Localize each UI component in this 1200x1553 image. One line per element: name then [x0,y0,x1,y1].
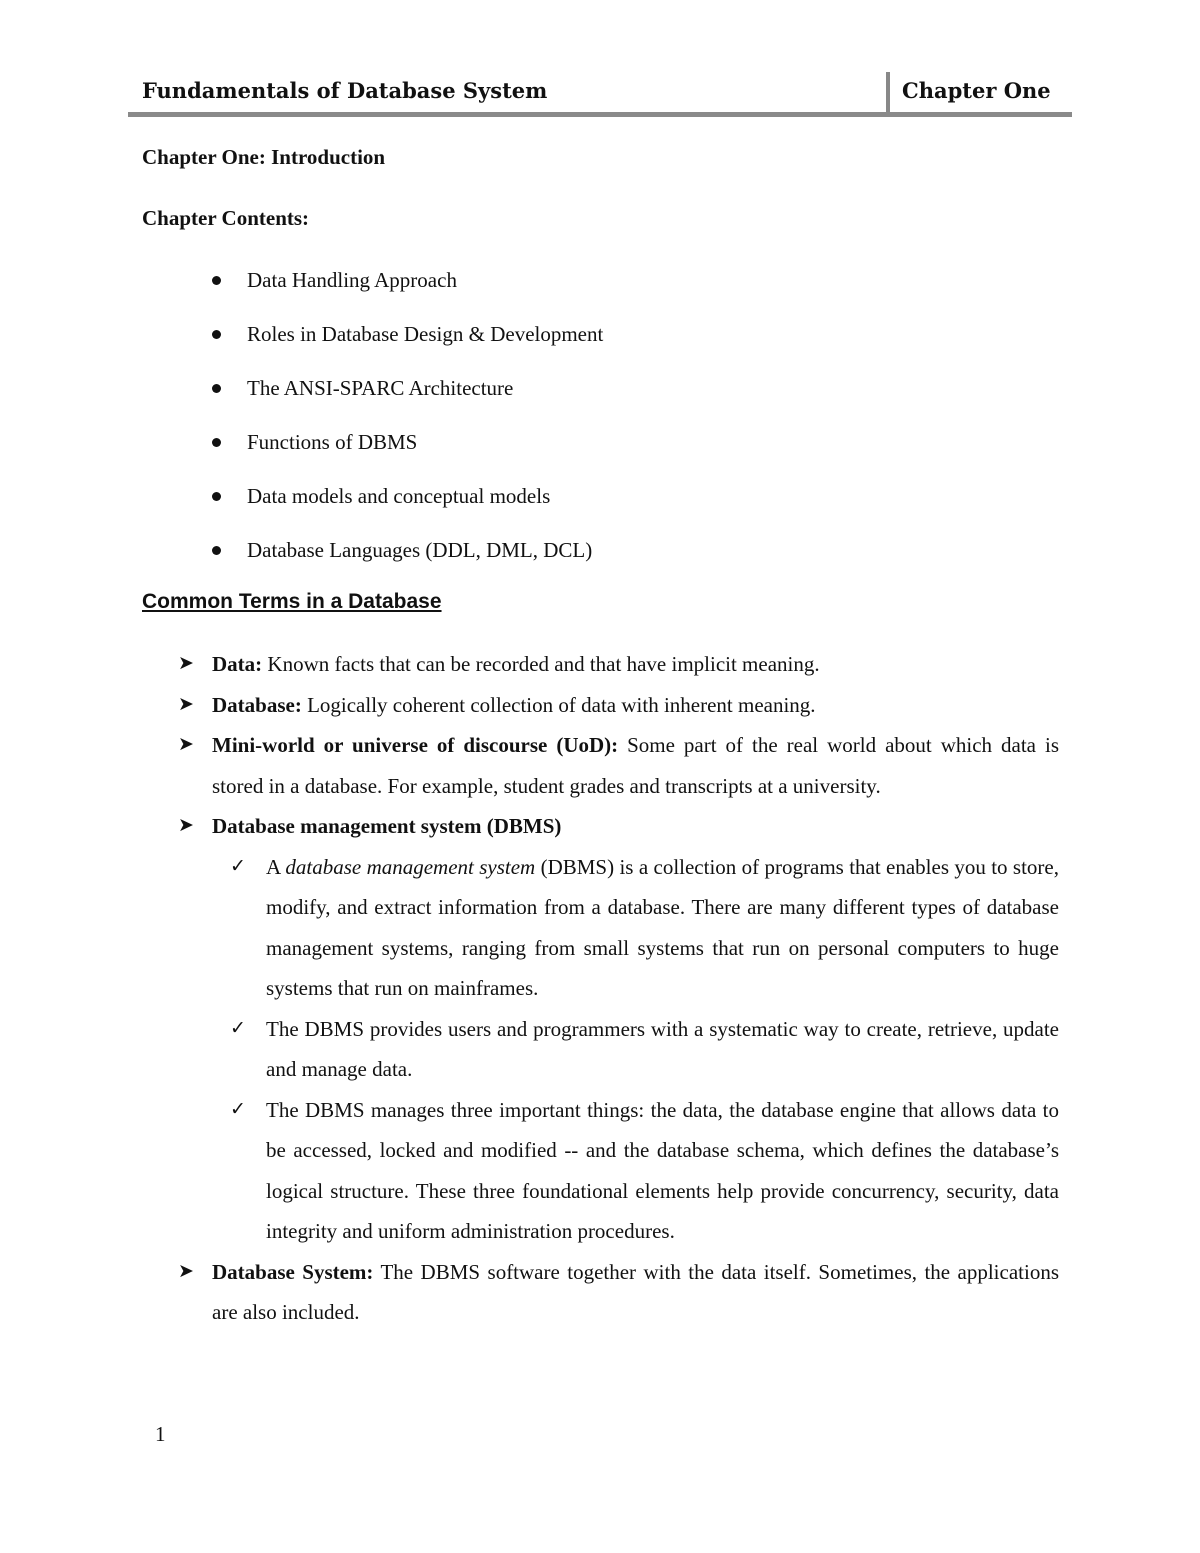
page-number: 1 [155,1422,166,1446]
header-rule [128,112,1072,117]
bullet-icon [212,546,221,555]
arrow-bullet-icon: ➤ [178,815,194,836]
list-item: Data Handling Approach [212,266,603,320]
term-database-system: ➤ Database System: The DBMS software together with the data itself. Sometimes, the applications are also included. [178,1252,1059,1333]
list-item: The ANSI-SPARC Architecture [212,374,603,428]
chapter-label: Chapter One [902,78,1051,103]
dbms-point: ✓ The DBMS provides users and programmers with a systematic way to create, retrieve, update and manage data. [178,1009,1059,1090]
arrow-bullet-icon: ➤ [178,734,194,755]
term-data: ➤ Data: Known facts that can be recorded and that have implicit meaning. [178,644,1059,685]
dbms-point: ✓ A database management system (DBMS) is a collection of programs that enables you to store, modify, and extract information from a database. There are many different types of database management systems, ranging from small systems that run on personal computers to huge systems that run on mainframes. [178,847,1059,1009]
list-item: Roles in Database Design & Development [212,320,603,374]
checkmark-icon: ✓ [230,855,246,877]
term-database: ➤ Database: Logically coherent collection of data with inherent meaning. [178,685,1059,726]
arrow-bullet-icon: ➤ [178,1260,194,1282]
contents-heading: Chapter Contents: [142,206,310,230]
bullet-icon [212,276,221,285]
section-title: Common Terms in a Database [142,590,442,613]
contents-list [212,266,603,590]
terms-list [178,644,1059,1333]
bullet-icon [212,438,221,447]
list-item: Database Languages (DDL, DML, DCL) [212,536,603,590]
header-divider [886,72,890,116]
arrow-bullet-icon: ➤ [178,693,194,715]
term-dbms: ➤ Database management system (DBMS) [178,806,1059,847]
term-miniworld: ➤ Mini-world or universe of discourse (UoD): Some part of the real world about which data is stored in a database. For example, student grades and transcripts at a university. [178,725,1059,806]
page-header [128,72,1072,118]
bullet-icon [212,330,221,339]
list-item: Functions of DBMS [212,428,603,482]
bullet-icon [212,384,221,393]
checkmark-icon: ✓ [230,1017,246,1039]
arrow-bullet-icon: ➤ [178,653,194,674]
checkmark-icon: ✓ [230,1098,246,1120]
dbms-point: ✓ The DBMS manages three important things: the data, the database engine that allows data to be accessed, locked and modified -- and the database schema, which defines the database’s logical structure. These three foundational elements help provide concurrency, security, data integrity and uniform administration procedures. [178,1090,1059,1252]
bullet-icon [212,492,221,501]
chapter-title: Chapter One: Introduction [142,145,386,169]
document-title: Fundamentals of Database System [142,78,548,103]
list-item: Data models and conceptual models [212,482,603,536]
